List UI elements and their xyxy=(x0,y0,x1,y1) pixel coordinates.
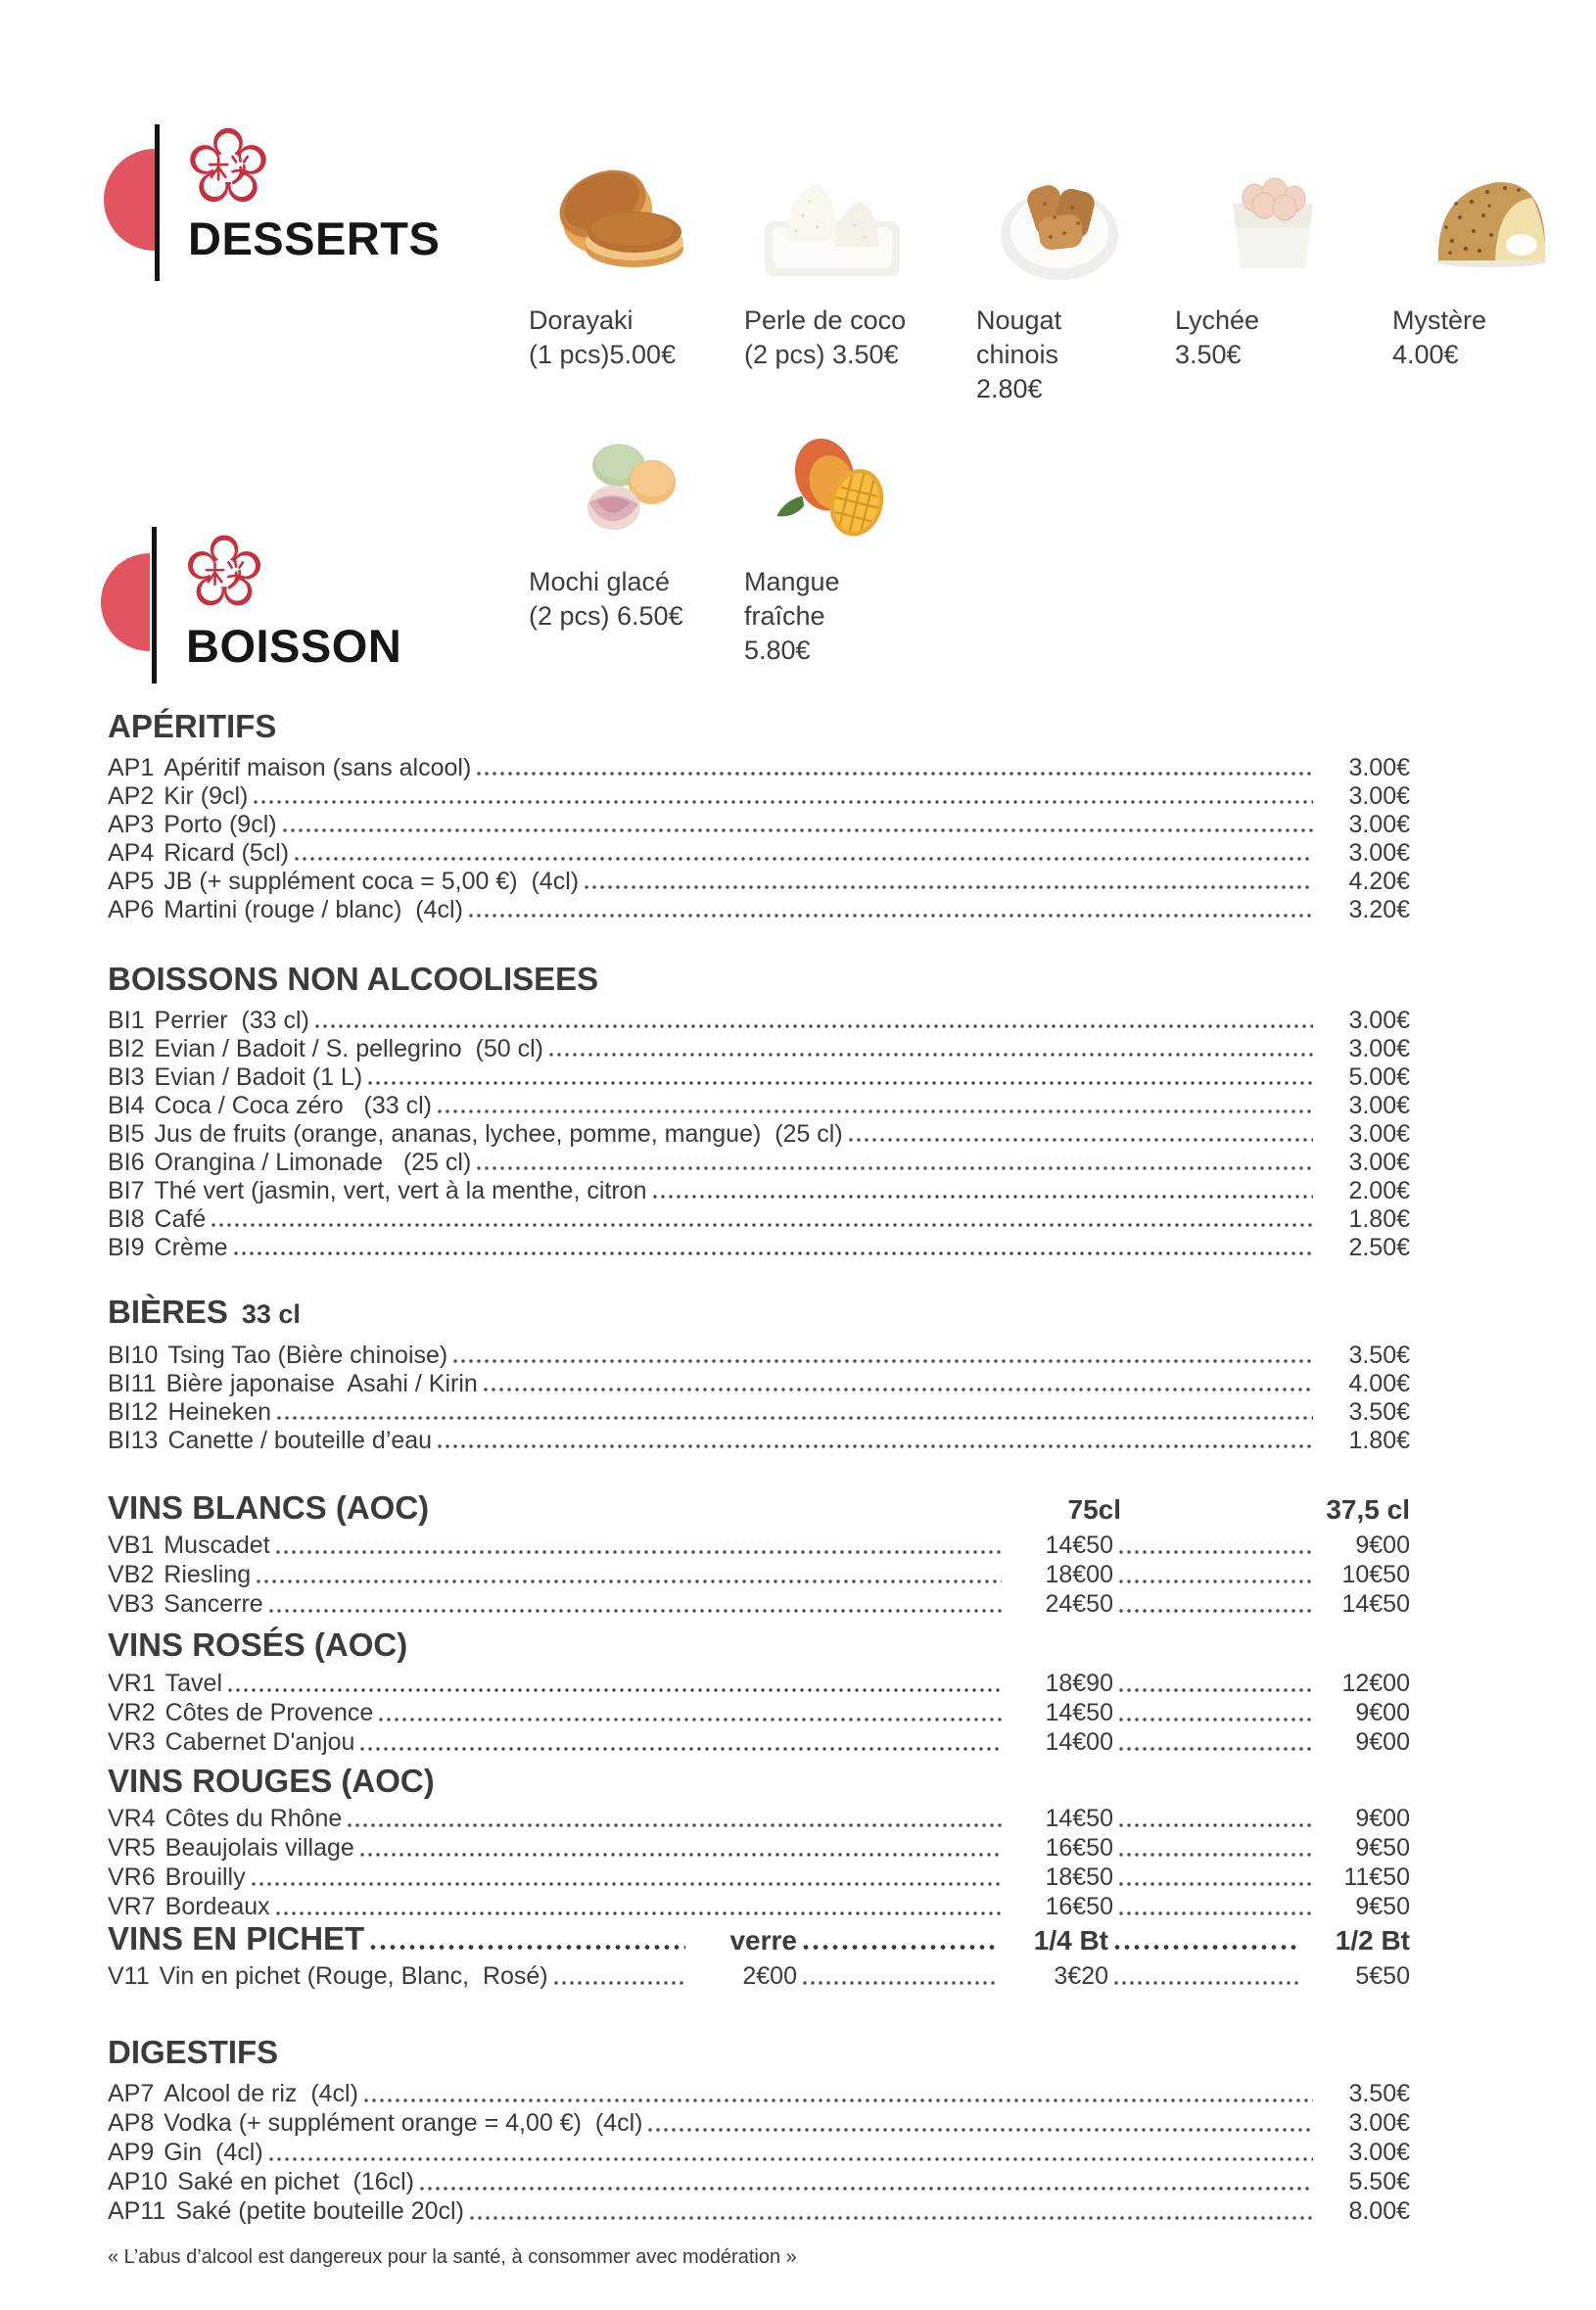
price-37-5cl: 9€50 xyxy=(1355,1834,1410,1862)
price-half-bottle: 5€50 xyxy=(1355,1962,1410,1990)
section-title: DIGESTIFS xyxy=(108,2034,279,2070)
dotted-leader xyxy=(801,1981,997,1985)
dessert-price: 3.50€ xyxy=(1175,340,1242,370)
item-price: 3.00€ xyxy=(1348,1149,1410,1176)
dessert-name: Nougat chinois xyxy=(976,306,1062,370)
lychee-photo xyxy=(1199,147,1332,294)
item-code: BI9 xyxy=(108,1234,145,1261)
column-header-glass: verre xyxy=(729,1925,797,1956)
item-code: VB1 xyxy=(108,1532,155,1559)
item-code: BI10 xyxy=(108,1342,159,1369)
item-name: Orangina / Limonade (25 cl) xyxy=(154,1149,472,1176)
item-name: Coca / Coca zéro (33 cl) xyxy=(154,1092,432,1119)
menu-item-row xyxy=(108,1234,1410,1262)
item-price: 3.00€ xyxy=(1348,782,1410,810)
dessert-label xyxy=(529,304,729,372)
dotted-leader xyxy=(210,1223,1313,1227)
dessert-item-perle-de-coco xyxy=(744,147,955,372)
item-name: Perrier (33 cl) xyxy=(154,1007,309,1034)
sakura-stamp-icon xyxy=(184,121,272,214)
item-price: 3.20€ xyxy=(1348,896,1410,923)
menu-item-row xyxy=(108,1342,1410,1370)
item-price: 3.00€ xyxy=(1348,1120,1410,1148)
dotted-leader xyxy=(1117,1747,1313,1751)
menu-item-row xyxy=(108,1370,1410,1398)
item-code: BI5 xyxy=(108,1120,145,1148)
dessert-label xyxy=(529,565,744,634)
item-code: VR6 xyxy=(108,1863,156,1891)
dotted-leader xyxy=(252,800,1313,804)
item-name: Côtes de Provence xyxy=(164,1699,374,1726)
item-name: Bière japonaise Asahi / Kirin xyxy=(165,1370,478,1397)
menu-item-row xyxy=(108,839,1410,868)
dotted-leader xyxy=(232,1251,1313,1255)
dessert-price: (2 pcs) 3.50€ xyxy=(744,340,899,370)
dotted-leader xyxy=(366,1081,1313,1085)
dotted-leader xyxy=(847,1138,1313,1142)
dessert-price: 2.80€ xyxy=(976,374,1043,404)
item-code: VR3 xyxy=(108,1728,156,1756)
item-code: VB2 xyxy=(108,1561,155,1588)
section-title: VINS ROSÉS (AOC) xyxy=(108,1626,408,1663)
item-code: BI7 xyxy=(108,1177,145,1204)
item-code: AP2 xyxy=(108,782,155,810)
item-code: AP10 xyxy=(108,2168,168,2195)
item-name: Tavel xyxy=(164,1670,223,1697)
section-title: VINS ROUGES (AOC) xyxy=(108,1763,435,1799)
dotted-leader xyxy=(377,1718,1002,1721)
rose-wines-section xyxy=(108,1626,1410,1758)
boisson-title: BOISSON xyxy=(186,620,402,672)
price-75cl: 18€00 xyxy=(1045,1561,1113,1588)
item-name: Crème xyxy=(154,1234,228,1261)
dessert-price: 5.80€ xyxy=(744,636,811,666)
item-name: Apéritif maison (sans alcool) xyxy=(164,754,472,781)
wine-item-row xyxy=(108,1834,1410,1863)
dotted-leader xyxy=(1117,1609,1313,1613)
item-name: Vodka (+ supplément orange = 4,00 €) (4cl) xyxy=(164,2109,643,2137)
price-quarter-bottle: 3€20 xyxy=(1054,1962,1108,1990)
dotted-leader xyxy=(358,1853,1002,1857)
menu-item-row xyxy=(108,2139,1410,2168)
dotted-leader xyxy=(475,1166,1313,1170)
item-price: 4.00€ xyxy=(1348,1370,1410,1397)
item-code: BI3 xyxy=(108,1063,145,1091)
dotted-leader xyxy=(255,1579,1002,1583)
dotted-leader xyxy=(281,828,1313,832)
item-name: Evian / Badoit / S. pellegrino (50 cl) xyxy=(154,1035,543,1062)
dotted-leader xyxy=(547,1053,1313,1057)
dotted-leader xyxy=(293,857,1313,861)
item-name: Porto (9cl) xyxy=(164,811,277,838)
item-price: 3.00€ xyxy=(1348,754,1410,781)
item-price: 3.50€ xyxy=(1348,1342,1410,1369)
mango-photo xyxy=(774,428,891,555)
item-code: VR5 xyxy=(108,1834,156,1862)
dessert-item-dorayaki xyxy=(529,147,729,372)
menu-item-row xyxy=(108,1149,1410,1177)
dotted-leader xyxy=(418,2187,1313,2191)
price-glass: 2€00 xyxy=(742,1962,797,1990)
item-price: 3.50€ xyxy=(1348,2080,1410,2107)
pitcher-wines-section xyxy=(108,1919,1410,1992)
price-75cl: 14€50 xyxy=(1045,1699,1113,1726)
price-37-5cl: 12€00 xyxy=(1341,1670,1410,1697)
menu-item-row xyxy=(108,1007,1410,1035)
item-code: VR2 xyxy=(108,1699,156,1726)
wine-item-row xyxy=(108,1728,1410,1758)
beers-list xyxy=(108,1342,1410,1455)
item-code: BI13 xyxy=(108,1427,159,1454)
sakura-stamp-icon xyxy=(182,529,266,618)
dessert-name: Mangue fraîche xyxy=(744,567,840,632)
item-name: Thé vert (jasmin, vert, vert à la menthe, citron xyxy=(154,1177,647,1204)
item-name: Café xyxy=(154,1205,207,1233)
item-name: Alcool de riz (4cl) xyxy=(164,2080,358,2107)
dessert-name: Dorayaki xyxy=(529,306,634,335)
price-75cl: 18€50 xyxy=(1045,1863,1113,1891)
rose-wines-list xyxy=(108,1670,1410,1758)
digestifs-section xyxy=(108,2033,1410,2227)
section-title: VINS EN PICHET xyxy=(108,1920,365,1956)
price-37-5cl: 14€50 xyxy=(1341,1590,1410,1618)
dotted-leader xyxy=(275,1416,1313,1420)
menu-item-row xyxy=(108,1063,1410,1092)
item-code: AP7 xyxy=(108,2080,155,2107)
alcohol-warning-note: « L’abus d’alcool est dangereux pour la santé, à consommer avec modération » xyxy=(108,2246,797,2268)
item-name: Vin en pichet (Rouge, Blanc, Rosé) xyxy=(159,1962,548,1990)
item-code: BI6 xyxy=(108,1149,145,1176)
item-name: Beaujolais village xyxy=(164,1834,354,1862)
dotted-leader xyxy=(362,2098,1313,2102)
dotted-leader xyxy=(274,1911,1002,1915)
menu-item-row xyxy=(108,1092,1410,1120)
beers-subtitle: 33 cl xyxy=(241,1299,301,1329)
item-price: 3.00€ xyxy=(1348,2139,1410,2166)
item-code: AP11 xyxy=(108,2197,166,2225)
red-half-circle-decoration xyxy=(104,149,155,251)
title-divider-line xyxy=(152,527,157,684)
dotted-leader xyxy=(368,1945,685,1950)
dotted-leader xyxy=(226,1688,1002,1692)
dotted-leader xyxy=(313,1024,1313,1028)
dessert-label xyxy=(744,304,955,372)
price-75cl: 14€50 xyxy=(1045,1805,1113,1832)
item-name: Saké (petite bouteille 20cl) xyxy=(175,2197,464,2225)
item-name: Gin (4cl) xyxy=(164,2139,263,2166)
menu-item-row xyxy=(108,1427,1410,1455)
item-name: Jus de fruits (orange, ananas, lychee, pomme, mangue) (25 cl) xyxy=(154,1120,843,1148)
dotted-leader xyxy=(1112,1945,1298,1950)
price-75cl: 14€50 xyxy=(1045,1532,1113,1559)
item-price: 3.00€ xyxy=(1348,811,1410,838)
menu-item-row xyxy=(108,868,1410,896)
dotted-leader xyxy=(1117,1853,1313,1857)
menu-item-row xyxy=(108,1120,1410,1149)
item-name: Sancerre xyxy=(164,1590,263,1618)
item-code: BI4 xyxy=(108,1092,145,1119)
dessert-price: (2 pcs) 6.50€ xyxy=(529,601,683,632)
section-title: APÉRITIFS xyxy=(108,708,277,744)
item-name: Kir (9cl) xyxy=(164,782,249,810)
item-name: Tsing Tao (Bière chinoise) xyxy=(167,1342,448,1369)
dessert-price: (1 pcs)5.00€ xyxy=(529,340,677,370)
item-code: BI11 xyxy=(108,1370,157,1397)
item-price: 3.00€ xyxy=(1348,2109,1410,2137)
red-wines-list xyxy=(108,1805,1410,1922)
item-code: VR7 xyxy=(108,1893,156,1920)
mochi-photo xyxy=(568,428,744,555)
item-price: 3.00€ xyxy=(1348,1035,1410,1062)
dotted-leader xyxy=(1117,1688,1313,1692)
menu-item-row xyxy=(108,782,1410,811)
dotted-leader xyxy=(467,914,1313,918)
column-header-75cl: 75cl xyxy=(1067,1494,1121,1525)
item-code: V11 xyxy=(108,1962,150,1990)
dessert-name: Mystère xyxy=(1392,306,1487,335)
item-code: AP9 xyxy=(108,2139,155,2166)
digestifs-list xyxy=(108,2080,1410,2227)
item-name: Saké en pichet (16cl) xyxy=(177,2168,414,2195)
desserts-title: DESSERTS xyxy=(188,212,441,264)
dessert-label xyxy=(1392,304,1559,372)
dotted-leader xyxy=(436,1109,1313,1113)
item-name: Côtes du Rhône xyxy=(164,1805,343,1832)
item-name: Riesling xyxy=(164,1561,252,1588)
dessert-price: 4.00€ xyxy=(1392,340,1459,370)
dessert-name: Mochi glacé xyxy=(529,567,671,596)
wine-header-row xyxy=(108,1488,1410,1528)
price-37-5cl: 10€50 xyxy=(1341,1561,1410,1588)
item-code: AP8 xyxy=(108,2109,155,2137)
wine-item-row xyxy=(108,1670,1410,1699)
item-code: AP3 xyxy=(108,811,155,838)
dotted-leader xyxy=(346,1823,1002,1827)
dotted-leader xyxy=(583,885,1313,889)
pitcher-header-row xyxy=(108,1919,1410,1958)
menu-item-row xyxy=(108,1177,1410,1205)
item-code: VR4 xyxy=(108,1805,156,1832)
price-37-5cl: 9€50 xyxy=(1355,1893,1410,1920)
soft-drinks-list xyxy=(108,1007,1410,1262)
dotted-leader xyxy=(1117,1823,1313,1827)
price-75cl: 24€50 xyxy=(1045,1590,1113,1618)
dotted-leader xyxy=(267,1609,1002,1613)
section-title: BOISSONS NON ALCOOLISEES xyxy=(108,961,599,997)
price-37-5cl: 9€00 xyxy=(1355,1805,1410,1832)
wine-item-row xyxy=(108,1863,1410,1893)
item-price: 1.80€ xyxy=(1348,1427,1410,1454)
item-name: Ricard (5cl) xyxy=(164,839,290,867)
wine-item-row xyxy=(108,1590,1410,1620)
menu-item-row xyxy=(108,811,1410,839)
aperitifs-list xyxy=(108,754,1410,924)
item-price: 1.80€ xyxy=(1348,1205,1410,1233)
wine-item-row xyxy=(108,1805,1410,1834)
item-name: Heineken xyxy=(167,1398,272,1426)
item-code: AP5 xyxy=(108,868,155,895)
item-name: Martini (rouge / blanc) (4cl) xyxy=(164,896,463,923)
dessert-name: Perle de coco xyxy=(744,306,907,335)
item-name: Evian / Badoit (1 L) xyxy=(154,1063,363,1091)
item-price: 5.50€ xyxy=(1348,2168,1410,2195)
wine-item-row xyxy=(108,1962,1410,1992)
beers-title: BIÈRES xyxy=(108,1294,228,1330)
wine-item-row xyxy=(108,1532,1410,1561)
dotted-leader xyxy=(1117,1882,1313,1886)
white-wines-list xyxy=(108,1532,1410,1620)
dotted-leader xyxy=(646,2128,1313,2132)
item-code: BI2 xyxy=(108,1035,145,1062)
item-code: AP4 xyxy=(108,839,155,867)
item-code: VB3 xyxy=(108,1590,155,1618)
wine-item-row xyxy=(108,1561,1410,1590)
dotted-leader xyxy=(801,1945,997,1950)
dessert-label xyxy=(744,565,891,668)
item-name: Brouilly xyxy=(164,1863,246,1891)
aperitifs-section xyxy=(108,707,1410,924)
item-name: Canette / bouteille d’eau xyxy=(167,1427,433,1454)
dotted-leader xyxy=(1117,1579,1313,1583)
item-code: BI8 xyxy=(108,1205,145,1233)
menu-item-row xyxy=(108,2168,1410,2197)
dotted-leader xyxy=(451,1359,1313,1363)
dotted-leader xyxy=(475,772,1313,776)
price-75cl: 18€90 xyxy=(1045,1670,1113,1697)
dotted-leader xyxy=(468,2216,1313,2220)
dotted-leader xyxy=(1117,1718,1313,1721)
menu-item-row xyxy=(108,2080,1410,2109)
dotted-leader xyxy=(651,1195,1314,1199)
pitcher-wines-list xyxy=(108,1962,1410,1992)
menu-item-row xyxy=(108,1205,1410,1234)
item-code: VR1 xyxy=(108,1670,156,1697)
price-37-5cl: 9€00 xyxy=(1355,1532,1410,1559)
dessert-label xyxy=(1175,304,1332,372)
dotted-leader xyxy=(1112,1981,1298,1985)
beers-section xyxy=(108,1293,1410,1455)
section-title: VINS BLANCS (AOC) xyxy=(108,1489,430,1526)
menu-item-row xyxy=(108,2109,1410,2139)
item-code: AP1 xyxy=(108,754,155,781)
menu-item-row xyxy=(108,1035,1410,1063)
item-name: JB (+ supplément coca = 5,00 €) (4cl) xyxy=(164,868,580,895)
menu-item-row xyxy=(108,1398,1410,1427)
dorayaki-photo xyxy=(548,147,729,294)
white-wines-section xyxy=(108,1488,1410,1620)
item-price: 8.00€ xyxy=(1348,2197,1410,2225)
dotted-leader xyxy=(358,1747,1002,1751)
dessert-label xyxy=(976,304,1123,406)
item-price: 4.20€ xyxy=(1348,868,1410,895)
section-title xyxy=(108,1293,1410,1334)
dotted-leader xyxy=(436,1444,1313,1448)
title-divider-line xyxy=(155,124,160,281)
price-37-5cl: 9€00 xyxy=(1355,1699,1410,1726)
price-37-5cl: 11€50 xyxy=(1343,1863,1410,1891)
dessert-item-mangue-fraiche xyxy=(744,428,891,668)
item-price: 2.00€ xyxy=(1348,1177,1410,1204)
item-name: Cabernet D'anjou xyxy=(164,1728,355,1756)
price-75cl: 16€50 xyxy=(1045,1834,1113,1862)
item-price: 3.00€ xyxy=(1348,1007,1410,1034)
dessert-name: Lychée xyxy=(1175,306,1260,335)
column-header-quarter-bottle: 1/4 Bt xyxy=(1033,1925,1108,1956)
chinese-nougat-photo xyxy=(986,147,1123,294)
dessert-item-mystere xyxy=(1392,147,1559,372)
dotted-leader xyxy=(267,2157,1313,2161)
price-75cl: 16€50 xyxy=(1045,1893,1113,1920)
item-price: 5.00€ xyxy=(1348,1063,1410,1091)
menu-item-row xyxy=(108,896,1410,924)
menu-item-row xyxy=(108,2197,1410,2227)
item-name: Bordeaux xyxy=(164,1893,270,1920)
dotted-leader xyxy=(482,1388,1313,1391)
item-price: 3.50€ xyxy=(1348,1398,1410,1426)
column-header-37-5cl: 37,5 cl xyxy=(1326,1494,1410,1525)
item-code: BI1 xyxy=(108,1007,145,1034)
item-price: 2.50€ xyxy=(1348,1234,1410,1261)
price-37-5cl: 9€00 xyxy=(1355,1728,1410,1756)
mystere-photo xyxy=(1417,147,1559,294)
item-name: Muscadet xyxy=(164,1532,270,1559)
soft-drinks-section xyxy=(108,960,1410,1262)
coconut-pearl-photo xyxy=(759,147,955,294)
dessert-item-nougat-chinois xyxy=(976,147,1123,406)
item-price: 3.00€ xyxy=(1348,1092,1410,1119)
wine-item-row xyxy=(108,1699,1410,1728)
dessert-item-mochi-glace xyxy=(529,428,744,634)
dotted-leader xyxy=(1117,1911,1313,1915)
column-header-half-bottle: 1/2 Bt xyxy=(1335,1925,1410,1956)
dotted-leader xyxy=(250,1882,1002,1886)
item-code: AP6 xyxy=(108,896,155,923)
menu-item-row xyxy=(108,754,1410,782)
price-75cl: 14€00 xyxy=(1045,1728,1113,1756)
red-wines-section xyxy=(108,1762,1410,1922)
dotted-leader xyxy=(274,1550,1002,1554)
dessert-item-lychee xyxy=(1175,147,1332,372)
dotted-leader xyxy=(1117,1550,1313,1554)
item-price: 3.00€ xyxy=(1348,839,1410,867)
item-code: BI12 xyxy=(108,1398,159,1426)
red-half-circle-decoration xyxy=(101,553,150,651)
dotted-leader xyxy=(552,1981,685,1985)
wine-item-row xyxy=(108,1893,1410,1922)
